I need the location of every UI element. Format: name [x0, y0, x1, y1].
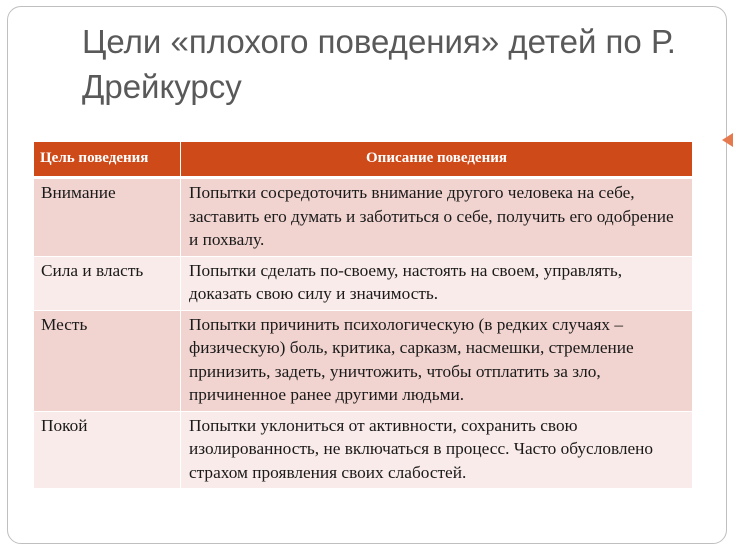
- goal-cell: Покой: [34, 411, 181, 489]
- goal-cell: Месть: [34, 310, 181, 411]
- description-cell: Попытки сосредоточить внимание другого человека на себе, заставить его думать и заботиться о себе, получить его одобрение и похвалу.: [181, 178, 693, 257]
- table-row: [34, 178, 692, 257]
- slide-accent-marker: [722, 133, 733, 147]
- behavior-goals-table: [34, 142, 692, 489]
- table-header-row: [34, 142, 692, 178]
- table-row: [34, 310, 692, 411]
- description-cell: Попытки причинить психологическую (в редких случаях – физическую) боль, критика, сарказм, насмешки, стремление принизить, задеть, уничтожить, чтобы отплатить за зло, причиненное ранее другими людьми.: [181, 310, 693, 411]
- slide-title: Цели «плохого поведения» детей по Р. Дрейкурсу: [82, 23, 676, 105]
- table-row: [34, 256, 692, 310]
- description-cell: Попытки уклониться от активности, сохранить свою изолированность, не включаться в процесс. Часто обусловлено страхом проявления своих слабостей.: [181, 411, 693, 489]
- header-goal: Цель поведения: [34, 142, 181, 178]
- goal-cell: Внимание: [34, 178, 181, 257]
- goal-cell: Сила и власть: [34, 256, 181, 310]
- description-cell: Попытки сделать по-своему, настоять на своем, управлять, доказать свою силу и значимость.: [181, 256, 693, 310]
- table-row: [34, 411, 692, 489]
- header-description: Описание поведения: [181, 142, 693, 178]
